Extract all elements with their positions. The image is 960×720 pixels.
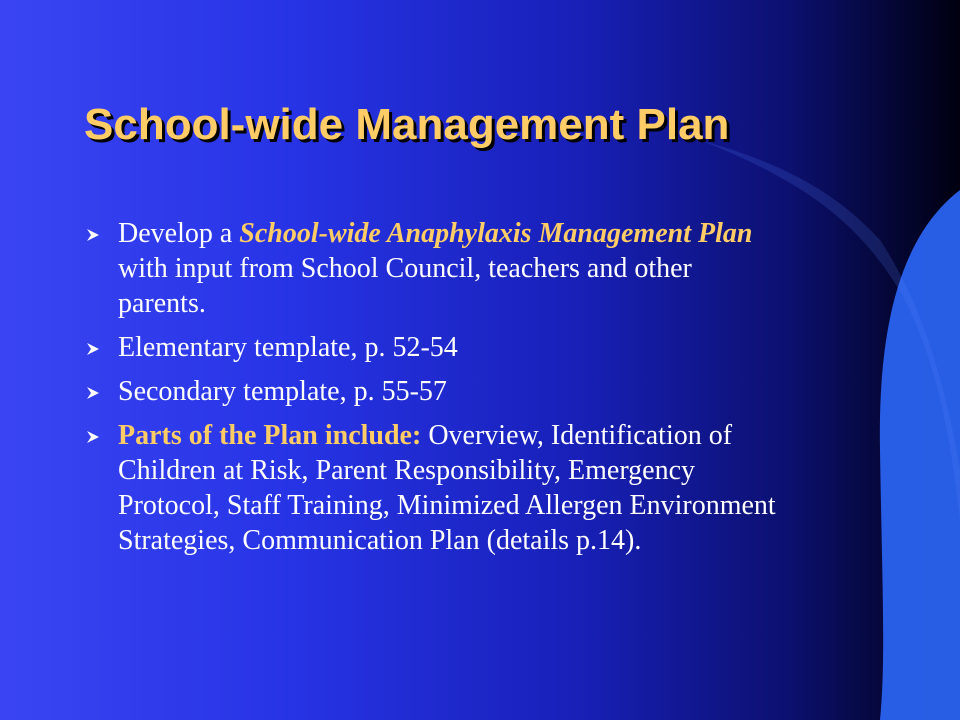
- bullet-strong: Parts of the Plan include:: [118, 420, 422, 451]
- arrowhead-bullet-icon: [86, 228, 100, 242]
- bullet-list: [86, 216, 786, 567]
- arrowhead-bullet-icon: [86, 430, 100, 444]
- bullet-emphasis: School-wide Anaphylaxis Management Plan: [239, 218, 753, 249]
- bullet-item: [86, 330, 786, 365]
- bullet-item: [86, 418, 786, 558]
- bullet-item: [86, 374, 786, 409]
- bullet-text: Develop a: [118, 218, 240, 249]
- bullet-text: with input from School Council, teachers and other parents.: [118, 253, 692, 319]
- bullet-text: Secondary template, p. 55-57: [118, 376, 447, 407]
- bullet-item: [86, 216, 786, 321]
- bullet-text: Elementary template, p. 52-54: [118, 332, 458, 363]
- arrowhead-bullet-icon: [86, 342, 100, 356]
- bullet-text: Overview, Identification of Children at Risk, Parent Responsibility, Emergency Protocol, Staff Training, Minimized Allergen Environment Strategies, Communication Plan (details p.14).: [118, 420, 776, 556]
- arrowhead-bullet-icon: [86, 386, 100, 400]
- slide-title: School-wide Management Plan: [84, 100, 730, 149]
